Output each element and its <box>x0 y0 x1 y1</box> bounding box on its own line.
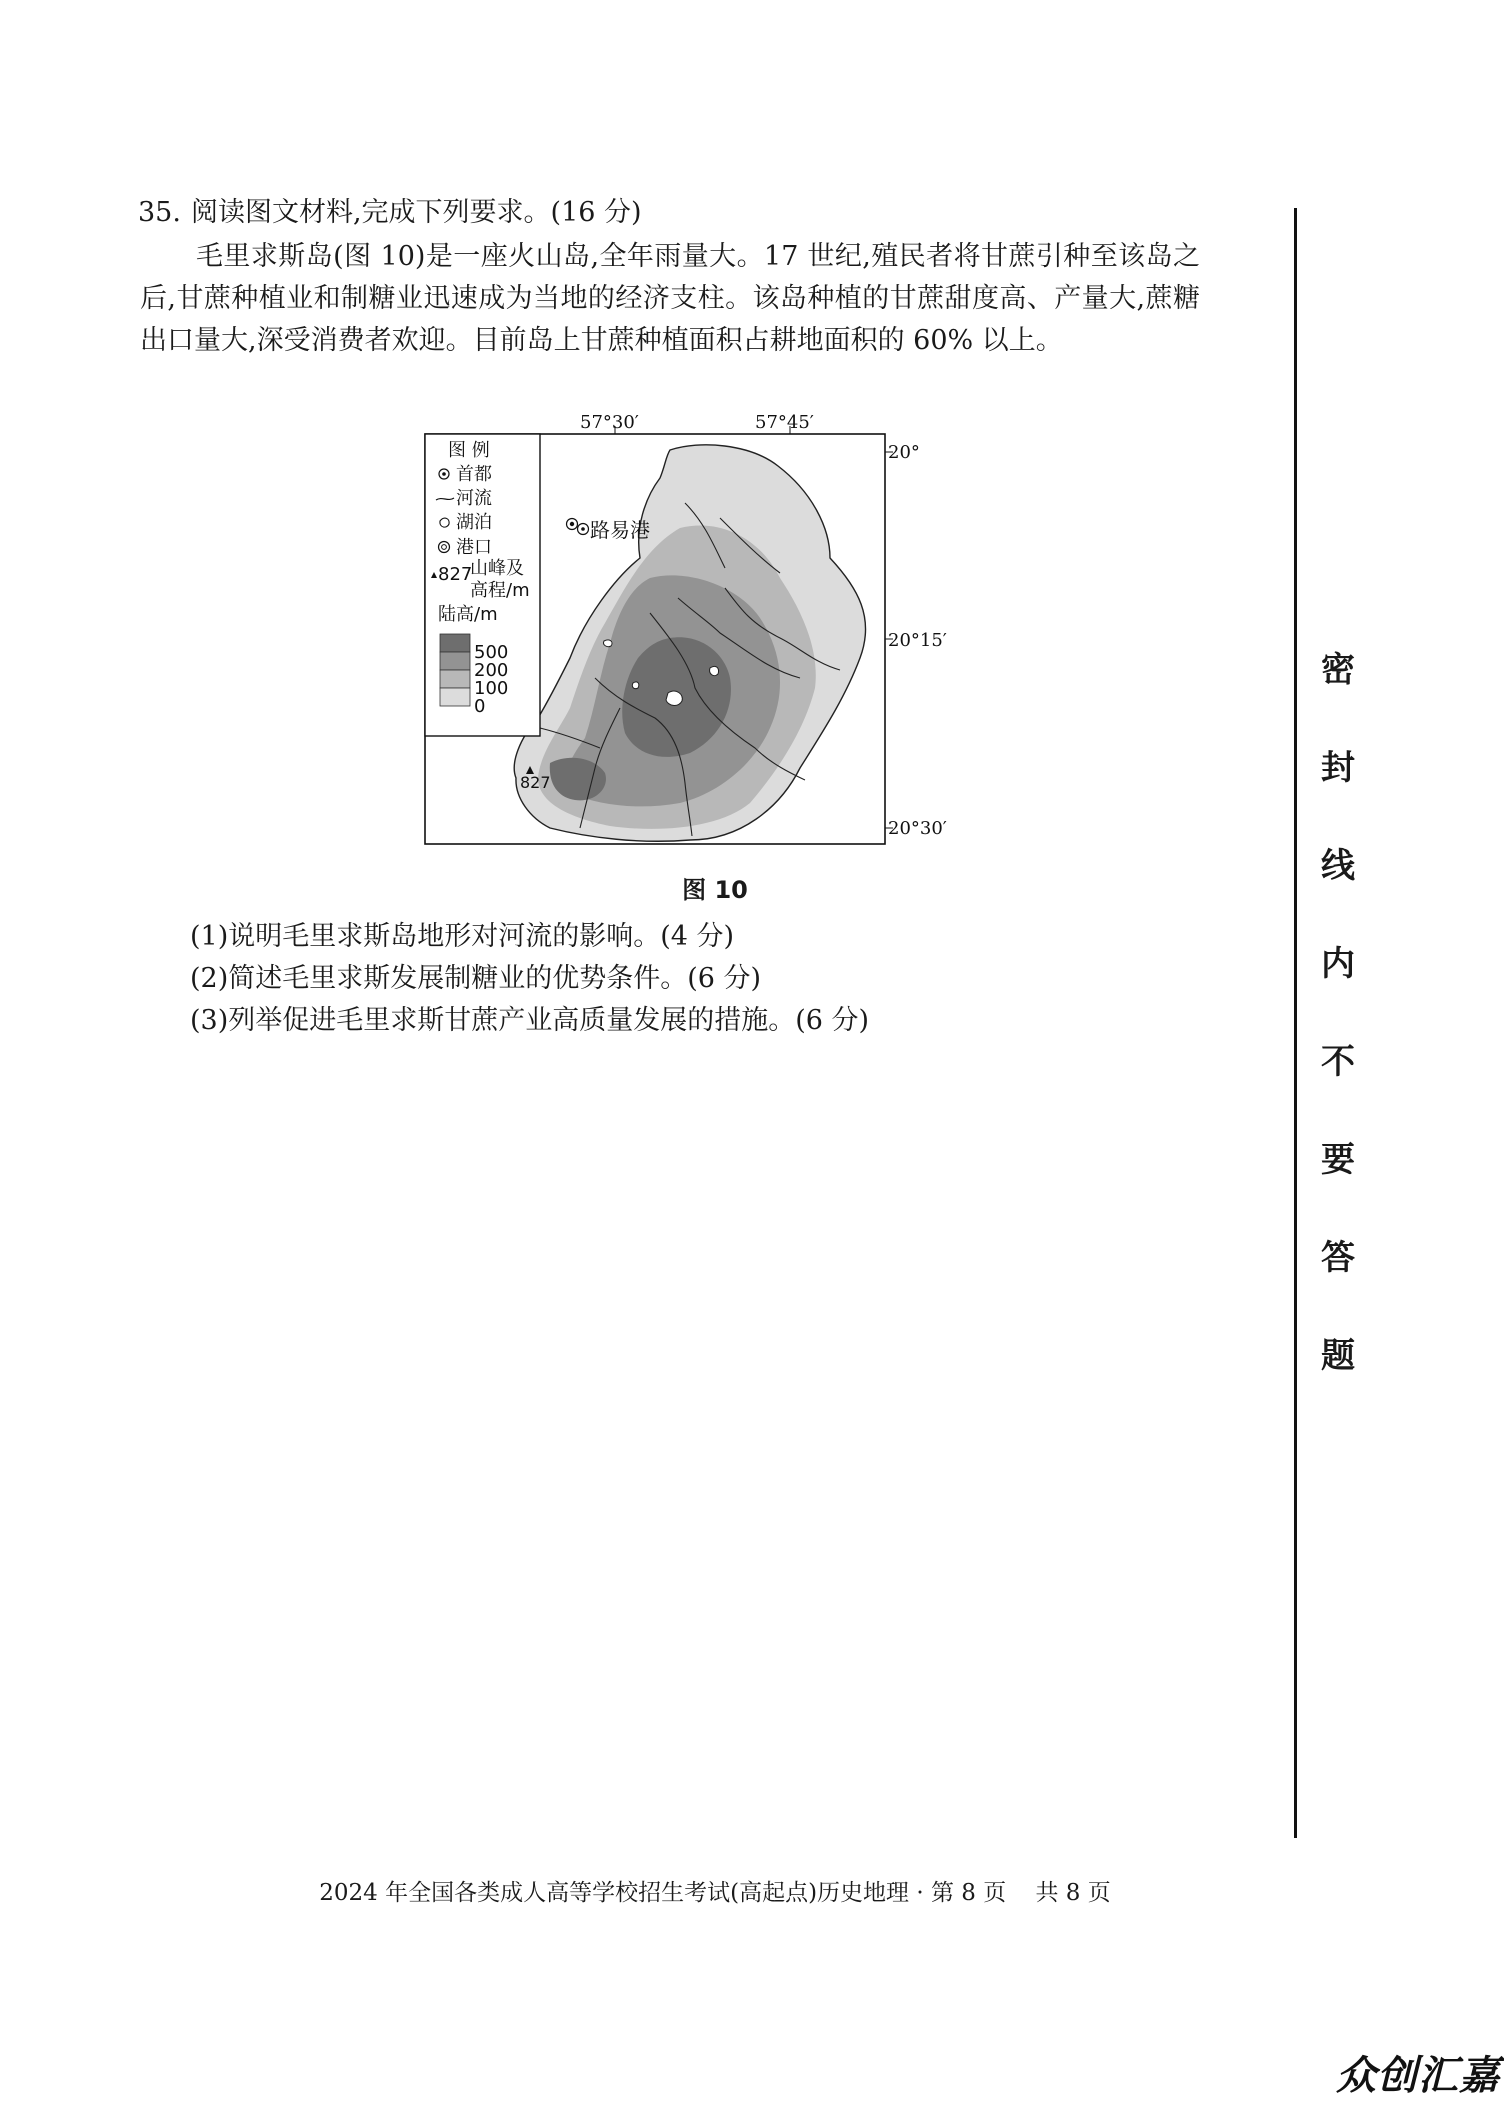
subquestion-2: (2)简述毛里求斯发展制糖业的优势条件。(6 分) <box>190 963 762 994</box>
map-legend <box>425 434 540 736</box>
elevation-swatch-100 <box>440 670 470 688</box>
elevation-swatch-200 <box>440 652 470 670</box>
longitude-label: 57°45′ <box>755 412 814 433</box>
lake <box>710 666 719 675</box>
legend-elev-500: 500 <box>474 642 509 663</box>
peak-elevation-label: 827 <box>520 773 551 792</box>
legend-capital: 首都 <box>456 464 492 485</box>
subquestion-1: (1)说明毛里求斯岛地形对河流的影响。(4 分) <box>190 921 735 952</box>
seal-char: 要 <box>1321 1140 1355 1180</box>
elevation-swatch-500 <box>440 634 470 652</box>
legend-elev-200: 200 <box>474 660 509 681</box>
elevation-swatch-0 <box>440 688 470 706</box>
legend-river: 河流 <box>456 488 492 509</box>
legend-peak-line2: 高程/m <box>470 580 530 601</box>
city-label-port-louis: 路易港 <box>590 518 650 542</box>
page-footer: 2024 年全国各类成人高等学校招生考试(高起点)历史地理 · 第 8 页 共 8 页 <box>319 1880 1111 1906</box>
seal-char: 封 <box>1321 748 1355 788</box>
legend-peak-value: 827 <box>438 564 473 585</box>
legend-title: 图 例 <box>448 440 490 461</box>
seal-char: 密 <box>1321 650 1355 690</box>
seal-char: 答 <box>1321 1238 1355 1278</box>
subquestion-3: (3)列举促进毛里求斯甘蔗产业高质量发展的措施。(6 分) <box>190 1005 870 1036</box>
question-material: 毛里求斯岛(图 10)是一座火山岛,全年雨量大。17 世纪,殖民者将甘蔗引种至该岛之后,甘蔗种植业和制糖业迅速成为当地的经济支柱。该岛种植的甘蔗甜度高、产量大,蔗糖出口量大,深受消费者欢迎。目前岛上甘蔗种植面积占耕地面积的 60% 以上。 <box>140 241 1200 356</box>
legend-elevation-title: 陆高/m <box>438 604 498 625</box>
latitude-label: 20°15′ <box>888 630 947 651</box>
lake <box>666 691 682 705</box>
question-header <box>138 196 642 230</box>
legend-elev-0: 0 <box>474 696 486 717</box>
island-map <box>420 408 960 858</box>
legend-peak-line1: 山峰及 <box>470 558 524 579</box>
figure-caption: 图 10 <box>682 876 748 904</box>
seal-char: 线 <box>1321 846 1355 886</box>
question-prompt: 阅读图文材料,完成下列要求。(16 分) <box>190 197 642 228</box>
seal-notice <box>1318 650 1358 1434</box>
legend-lake: 湖泊 <box>456 512 492 533</box>
lake-legend-icon <box>440 518 449 527</box>
lake <box>604 640 612 647</box>
seal-line <box>1294 208 1297 1838</box>
island-map-figure <box>420 408 960 858</box>
lake <box>632 682 638 689</box>
watermark-logo: 众创汇嘉 <box>1336 2053 1500 2099</box>
seal-char: 题 <box>1321 1336 1355 1376</box>
latitude-label: 20° <box>888 442 920 463</box>
legend-elev-100: 100 <box>474 678 509 699</box>
port-legend-icon <box>439 542 450 553</box>
longitude-label: 57°30′ <box>580 412 639 433</box>
question-number: 35. <box>138 197 181 228</box>
seal-char: 内 <box>1321 944 1355 984</box>
latitude-label: 20°30′ <box>888 818 947 839</box>
seal-char: 不 <box>1321 1042 1355 1082</box>
legend-port: 港口 <box>456 537 492 558</box>
